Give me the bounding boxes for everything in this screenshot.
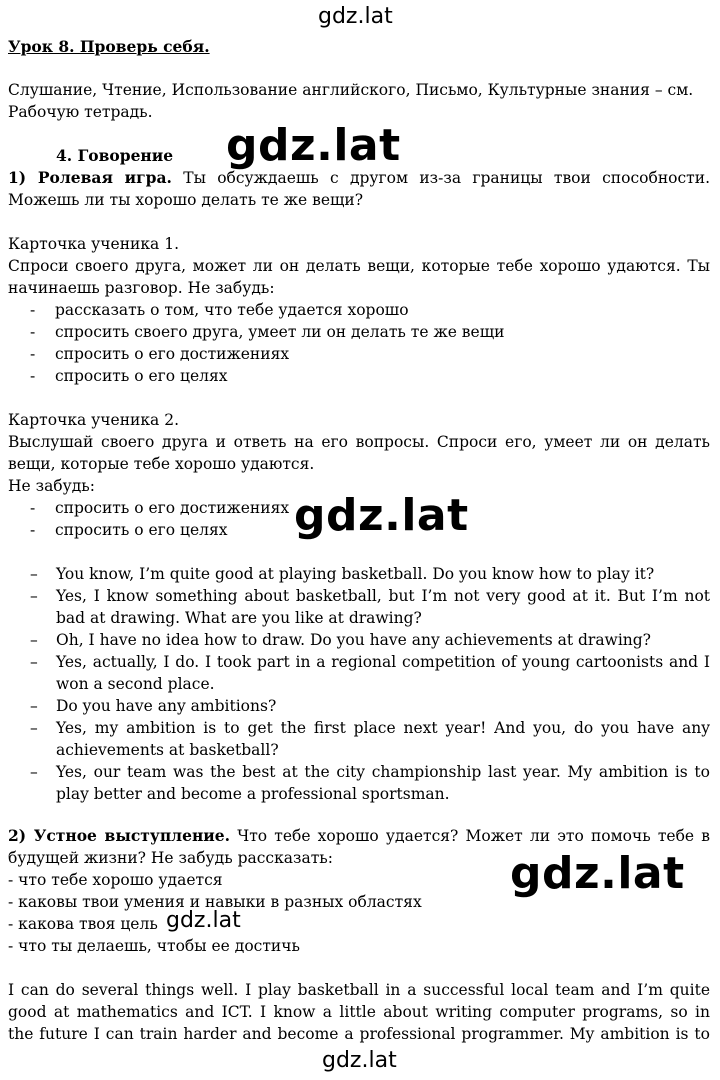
bullet-hyphen: - bbox=[30, 521, 36, 539]
bullet-hyphen: - bbox=[30, 301, 36, 319]
card1-line: Спроси своего друга, может ли он делать вещи, которые тебе хорошо удаются. Ты bbox=[8, 257, 710, 275]
section-heading: 4. Говорение bbox=[56, 146, 174, 165]
task2-text: Что тебе хорошо удается? Может ли это помочь тебе в bbox=[230, 827, 710, 845]
card2-bullet bbox=[30, 497, 289, 519]
task2-item: - какова твоя цель bbox=[8, 915, 158, 933]
card1-title: Карточка ученика 1. bbox=[8, 235, 180, 253]
task2-item: - каковы твои умения и навыки в разных областях bbox=[8, 893, 422, 911]
bullet-text: спросить о его целях bbox=[55, 367, 228, 385]
lesson-title: Урок 8. Проверь себя. bbox=[8, 37, 210, 56]
card2-line: вещи, которые тебе хорошо удаются. bbox=[8, 455, 315, 473]
bullet-text: рассказать о том, что тебе удается хорошо bbox=[55, 301, 409, 319]
card2-line: Не забудь: bbox=[8, 477, 95, 495]
dialogue-dash: – bbox=[30, 697, 38, 715]
task1-text: Ты обсуждаешь с другом из-за границы твои способности. bbox=[171, 169, 710, 187]
card1-bullet bbox=[30, 365, 228, 387]
watermark-bottom: gdz.lat bbox=[322, 1048, 397, 1073]
dialogue-line: Yes, my ambition is to get the first place next year! And you, do you have any bbox=[56, 719, 710, 737]
task1-line bbox=[8, 167, 710, 189]
task2-line bbox=[8, 825, 710, 847]
task2-item: - что ты делаешь, чтобы ее достичь bbox=[8, 937, 300, 955]
dialogue-line: Yes, I know something about basketball, but I’m not very good at it. But I’m not bbox=[56, 587, 710, 605]
bullet-hyphen: - bbox=[30, 345, 36, 363]
watermark-small: gdz.lat bbox=[166, 908, 241, 933]
card2-title: Карточка ученика 2. bbox=[8, 411, 180, 429]
watermark-top: gdz.lat bbox=[318, 4, 393, 29]
dialogue-dash: – bbox=[30, 719, 38, 737]
bullet-hyphen: - bbox=[30, 499, 36, 517]
bullet-text: спросить о его достижениях bbox=[55, 499, 290, 517]
bullet-text: спросить о его достижениях bbox=[55, 345, 290, 363]
dialogue-line: Do you have any ambitions? bbox=[56, 697, 277, 715]
watermark-large: gdz.lat bbox=[294, 490, 469, 541]
task2-label: 2) Устное выступление. bbox=[8, 826, 231, 845]
intro-line: Слушание, Чтение, Использование английского, Письмо, Культурные знания – см. bbox=[8, 81, 694, 99]
card1-bullet bbox=[30, 299, 409, 321]
card1-bullet bbox=[30, 343, 289, 365]
dialogue-line: Yes, our team was the best at the city championship last year. My ambition is to bbox=[56, 763, 710, 781]
bullet-hyphen: - bbox=[30, 323, 36, 341]
dialogue-dash: – bbox=[30, 653, 38, 671]
task1-label: 1) Ролевая игра. bbox=[8, 168, 172, 187]
dialogue-dash: – bbox=[30, 763, 38, 781]
intro-line: Рабочую тетрадь. bbox=[8, 103, 153, 121]
watermark-large: gdz.lat bbox=[226, 120, 401, 171]
card2-line: Выслушай своего друга и ответь на его вопросы. Спроси его, умеет ли он делать bbox=[8, 433, 710, 451]
answer-line: the future I can train harder and become a professional programmer. My ambition is to bbox=[8, 1025, 710, 1043]
task1-line: Можешь ли ты хорошо делать те же вещи? bbox=[8, 191, 364, 209]
card2-bullet bbox=[30, 519, 228, 541]
card1-bullet bbox=[30, 321, 504, 343]
dialogue-line: won a second place. bbox=[56, 675, 215, 693]
bullet-text: спросить о его целях bbox=[55, 521, 228, 539]
dialogue-line: play better and become a professional sportsman. bbox=[56, 785, 450, 803]
task2-line: будущей жизни? Не забудь рассказать: bbox=[8, 849, 333, 867]
dialogue-dash: – bbox=[30, 565, 38, 583]
bullet-hyphen: - bbox=[30, 367, 36, 385]
card1-line: начинаешь разговор. Не забудь: bbox=[8, 279, 275, 297]
dialogue-line: You know, I’m quite good at playing basketball. Do you know how to play it? bbox=[56, 565, 655, 583]
dialogue-line: achievements at basketball? bbox=[56, 741, 279, 759]
dialogue-dash: – bbox=[30, 631, 38, 649]
dialogue-dash: – bbox=[30, 587, 38, 605]
bullet-text: спросить своего друга, умеет ли он делать те же вещи bbox=[55, 323, 505, 341]
dialogue-line: Yes, actually, I do. I took part in a regional competition of young cartoonists and I bbox=[56, 653, 710, 671]
dialogue-line: bad at drawing. What are you like at drawing? bbox=[56, 609, 422, 627]
watermark-large: gdz.lat bbox=[510, 848, 685, 899]
dialogue-line: Oh, I have no idea how to draw. Do you have any achievements at drawing? bbox=[56, 631, 651, 649]
answer-line: I can do several things well. I play basketball in a successful local team and I’m quite bbox=[8, 981, 710, 999]
answer-line: good at mathematics and ICT. I know a little about writing computer programs, so in bbox=[8, 1003, 710, 1021]
task2-item: - что тебе хорошо удается bbox=[8, 871, 223, 889]
